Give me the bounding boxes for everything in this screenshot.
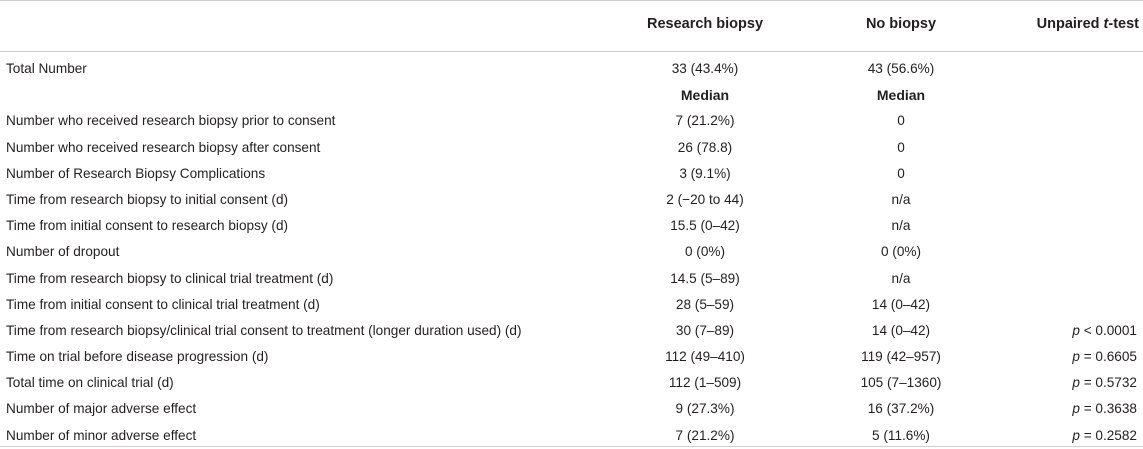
research-biopsy-value: 9 (27.3%) xyxy=(675,401,735,417)
p-value xyxy=(1072,396,1137,422)
row-label: Total time on clinical trial (d) xyxy=(6,375,174,391)
p-symbol: p xyxy=(1072,375,1080,391)
header-ttest-prefix: Unpaired xyxy=(1036,16,1104,32)
research-biopsy-value: Median xyxy=(680,87,730,104)
row-label: Time from research biopsy/clinical trial consent to treatment (longer duration used) (d) xyxy=(6,322,522,338)
p-value xyxy=(1072,344,1137,370)
table-row xyxy=(0,213,1143,239)
row-label: Number who received research biopsy prior to consent xyxy=(6,113,336,129)
research-biopsy-value: 0 (0%) xyxy=(684,244,726,260)
research-biopsy-value: 33 (43.4%) xyxy=(671,61,739,76)
no-biopsy-value: 0 xyxy=(897,165,905,181)
no-biopsy-value: 14 (0–42) xyxy=(871,322,931,338)
table-row xyxy=(0,370,1143,396)
top-rule xyxy=(0,0,1143,1)
header-no-biopsy: No biopsy xyxy=(865,16,937,32)
table-body xyxy=(0,56,1143,449)
row-label: Time from initial consent to research biopsy (d) xyxy=(6,218,289,234)
no-biopsy-value: 119 (42–957) xyxy=(861,349,941,365)
p-value xyxy=(1072,370,1137,396)
research-biopsy-value: 112 (1–509) xyxy=(668,375,742,391)
table-row xyxy=(0,292,1143,318)
p-value xyxy=(1072,423,1137,449)
table-row xyxy=(0,56,1143,82)
no-biopsy-value: 43 (56.6%) xyxy=(867,61,935,76)
header-rule xyxy=(0,51,1143,52)
header-ttest-italic: t xyxy=(1103,16,1109,32)
p-symbol: p xyxy=(1072,349,1080,365)
no-biopsy-value: 0 xyxy=(897,139,905,155)
p-value-number: < 0.0001 xyxy=(1079,322,1137,338)
research-biopsy-value: 30 (7–89) xyxy=(675,322,735,338)
no-biopsy-value: Median xyxy=(876,87,926,104)
no-biopsy-value: 0 xyxy=(897,113,905,129)
row-label: Time on trial before disease progression (d) xyxy=(6,349,269,365)
p-value-number: = 0.2582 xyxy=(1079,427,1137,443)
research-biopsy-value: 26 (78.8) xyxy=(677,139,733,155)
header-ttest-suffix: -test xyxy=(1108,16,1139,32)
row-label: Number of minor adverse effect xyxy=(6,427,197,443)
no-biopsy-value: 14 (0–42) xyxy=(871,296,931,312)
p-value-number: = 0.3638 xyxy=(1079,401,1137,417)
p-value-number: = 0.5732 xyxy=(1079,375,1137,391)
subheader-row xyxy=(0,82,1143,108)
table-row xyxy=(0,318,1143,344)
table-row xyxy=(0,344,1143,370)
research-biopsy-value: 3 (9.1%) xyxy=(679,165,731,181)
row-label: Number of Research Biopsy Complications xyxy=(6,165,266,181)
research-biopsy-value: 15.5 (0–42) xyxy=(670,218,740,234)
table-row xyxy=(0,135,1143,161)
row-label: Number of major adverse effect xyxy=(6,401,197,417)
row-label: Time from initial consent to clinical trial treatment (d) xyxy=(6,296,320,312)
p-value xyxy=(1072,318,1137,344)
header-research-biopsy: Research biopsy xyxy=(646,16,764,32)
research-biopsy-value: 2 (−20 to 44) xyxy=(666,191,744,207)
p-symbol: p xyxy=(1072,401,1080,417)
no-biopsy-value: 5 (11.6%) xyxy=(872,427,930,443)
no-biopsy-value: n/a xyxy=(891,218,911,234)
table-row xyxy=(0,108,1143,134)
header-unpaired-t-test xyxy=(1037,16,1139,32)
no-biopsy-value: n/a xyxy=(891,191,911,207)
p-symbol: p xyxy=(1072,322,1080,338)
row-label: Number who received research biopsy after consent xyxy=(6,139,321,155)
no-biopsy-value: 0 (0%) xyxy=(880,244,922,260)
p-symbol: p xyxy=(1072,427,1080,443)
research-biopsy-value: 7 (21.2%) xyxy=(675,427,735,443)
table-row xyxy=(0,239,1143,265)
row-label: Time from research biopsy to clinical trial treatment (d) xyxy=(6,270,334,286)
table-row xyxy=(0,266,1143,292)
table-row xyxy=(0,423,1143,449)
table-row xyxy=(0,187,1143,213)
table-row xyxy=(0,396,1143,422)
row-label: Number of dropout xyxy=(6,244,120,260)
no-biopsy-value: 16 (37.2%) xyxy=(867,401,935,417)
p-value-number: = 0.6605 xyxy=(1079,349,1137,365)
research-biopsy-value: 28 (5–59) xyxy=(675,296,735,312)
research-biopsy-value: 112 (49–410) xyxy=(665,349,745,365)
no-biopsy-value: 105 (7–1360) xyxy=(860,375,942,391)
row-label: Time from research biopsy to initial consent (d) xyxy=(6,191,289,207)
research-biopsy-value: 7 (21.2%) xyxy=(675,113,735,129)
row-label: Total Number xyxy=(6,61,87,76)
table-row xyxy=(0,161,1143,187)
no-biopsy-value: n/a xyxy=(891,270,911,286)
research-biopsy-value: 14.5 (5–89) xyxy=(670,270,740,286)
